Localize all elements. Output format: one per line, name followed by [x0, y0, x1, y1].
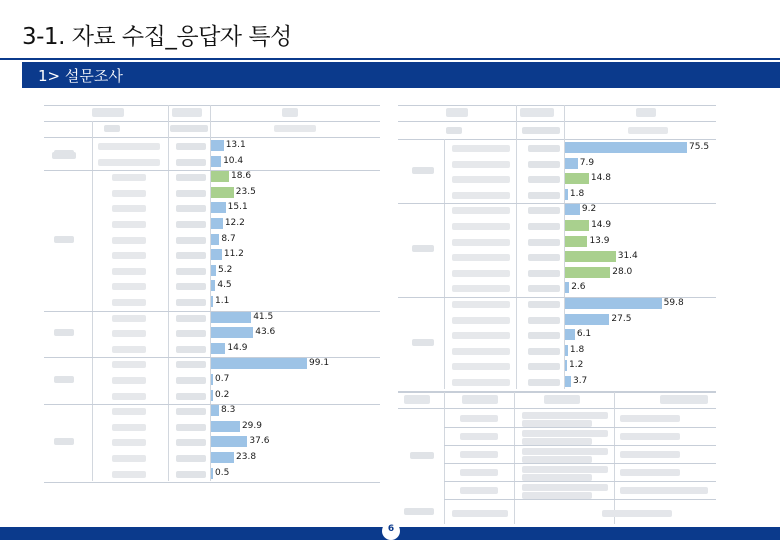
row-sublabel	[112, 455, 146, 462]
row-sublabel	[452, 254, 510, 261]
bar-value-label: 8.3	[221, 405, 236, 416]
bar-segment	[565, 173, 589, 184]
row-count	[528, 270, 560, 277]
bar-value-label: 31.4	[617, 251, 638, 262]
row-count	[176, 283, 206, 290]
row-sublabel	[452, 363, 510, 370]
bar-segment	[565, 267, 610, 278]
row-sublabel	[112, 408, 146, 415]
bar-segment	[565, 158, 578, 169]
row-sublabel	[112, 346, 146, 353]
bar-segment	[565, 189, 568, 200]
row-count	[528, 379, 560, 386]
bar-segment	[211, 280, 215, 291]
total-row-percent	[274, 125, 316, 132]
row-sublabel	[112, 221, 146, 228]
subtable-cell	[460, 469, 498, 476]
bar-value-label: 0.2	[215, 389, 230, 400]
col-divider-2	[516, 105, 517, 389]
header-cell-count	[172, 108, 202, 117]
subtable-row-rule	[444, 445, 716, 446]
bar-segment	[565, 282, 569, 293]
row-count	[176, 190, 206, 197]
bar-value-label: 1.8	[569, 344, 585, 355]
header-rule	[44, 121, 380, 122]
bar-value-label: 5.2	[218, 264, 233, 275]
row-count	[176, 221, 206, 228]
bar-value-label: 10.4	[223, 155, 244, 166]
row-count	[176, 268, 206, 275]
row-count	[176, 471, 206, 478]
subtable-cell	[522, 448, 608, 455]
group-rule	[398, 297, 716, 298]
row-count	[528, 223, 560, 230]
group-label	[412, 245, 434, 252]
bar-segment	[211, 218, 223, 229]
bar-segment	[565, 220, 589, 231]
row-sublabel	[452, 223, 510, 230]
bar-segment	[565, 204, 580, 215]
row-count	[528, 161, 560, 168]
subtable-row-rule	[444, 481, 716, 482]
row-sublabel	[112, 361, 146, 368]
group-rule	[44, 404, 380, 405]
row-count	[176, 143, 206, 150]
bar-segment	[565, 329, 575, 340]
subtable-header-rule	[398, 408, 716, 409]
subtable-header-4	[660, 395, 708, 404]
row-count	[176, 408, 206, 415]
row-sublabel	[112, 190, 146, 197]
header-cell-count	[520, 108, 554, 117]
row-count	[528, 332, 560, 339]
bar-segment	[211, 358, 307, 369]
bar-value-label: 7.9	[579, 157, 595, 168]
bar-value-label: 59.8	[663, 298, 684, 308]
col-divider-1	[92, 121, 93, 481]
subtable-cell	[522, 474, 592, 481]
total-row-label	[446, 127, 462, 134]
col-divider-2	[168, 105, 169, 481]
row-sublabel	[98, 143, 160, 150]
row-count	[176, 377, 206, 384]
row-sublabel	[452, 161, 510, 168]
subtable-group-label	[410, 452, 434, 459]
subtable-divider-3	[614, 392, 615, 524]
total-row-count	[522, 127, 560, 134]
bar-value-label: 8.7	[221, 233, 236, 244]
bar-segment	[211, 202, 226, 213]
row-sublabel	[112, 471, 146, 478]
bar-segment	[211, 390, 213, 401]
row-count	[176, 237, 206, 244]
bar-value-label: 43.6	[255, 327, 276, 338]
row-count	[528, 207, 560, 214]
row-sublabel	[112, 268, 146, 275]
bar-value-label: 29.9	[241, 420, 262, 431]
subtable-cell	[522, 466, 608, 473]
bar-segment	[211, 249, 222, 260]
subtable-cell	[522, 456, 592, 463]
bar-value-label: 14.8	[590, 173, 611, 184]
bar-segment	[211, 468, 213, 479]
row-sublabel	[452, 207, 510, 214]
subtable-cell	[460, 487, 498, 494]
group-rule	[44, 357, 380, 358]
row-sublabel	[452, 348, 510, 355]
row-sublabel	[112, 393, 146, 400]
bar-value-label: 75.5	[689, 142, 710, 152]
row-sublabel	[112, 252, 146, 259]
subtable-header-1	[404, 395, 430, 404]
subtable-cell	[522, 430, 608, 437]
total-rule	[398, 139, 716, 140]
bar-value-label: 18.6	[231, 171, 252, 182]
bar-segment	[211, 156, 221, 167]
row-count	[528, 317, 560, 324]
subtable-footer-label	[404, 508, 434, 515]
row-sublabel	[452, 317, 510, 324]
page-number: 6	[387, 524, 395, 534]
bar-segment	[565, 236, 587, 247]
subtable-cell	[460, 433, 498, 440]
subtable-cell	[620, 451, 680, 458]
bar-segment	[565, 345, 568, 356]
row-count	[528, 301, 560, 308]
total-row-label	[104, 125, 120, 132]
row-count	[176, 455, 206, 462]
group-rule	[44, 482, 380, 483]
subtable-row-rule	[444, 499, 716, 500]
group-label	[54, 438, 74, 445]
bar-segment	[565, 251, 616, 262]
row-sublabel	[98, 159, 160, 166]
subtable-header-3	[544, 395, 580, 404]
bar-segment	[211, 343, 225, 354]
bar-segment	[565, 376, 571, 387]
row-sublabel	[112, 174, 146, 181]
header-cell-percent	[636, 108, 656, 117]
bar-value-label: 13.1	[225, 140, 246, 150]
group-label	[54, 376, 74, 383]
total-row-count	[170, 125, 208, 132]
subtable-cell	[522, 438, 592, 445]
bar-value-label: 12.2	[224, 218, 245, 228]
bar-segment	[211, 452, 234, 463]
row-sublabel	[452, 270, 510, 277]
bar-value-label: 3.7	[572, 376, 588, 386]
subtable-cell	[620, 433, 680, 440]
row-sublabel	[452, 379, 510, 386]
bar-segment	[211, 405, 219, 416]
bar-value-label: 1.1	[215, 296, 230, 306]
bar-value-label: 14.9	[227, 342, 248, 353]
subtable-divider-2	[514, 392, 515, 524]
section-header-bar	[22, 62, 780, 88]
header-cell-percent	[282, 108, 298, 117]
subtable-cell	[522, 492, 592, 499]
row-count	[176, 205, 206, 212]
bar-segment	[211, 296, 213, 307]
row-sublabel	[112, 330, 146, 337]
row-count	[176, 299, 206, 306]
subtable-cell	[620, 487, 708, 494]
bar-value-label: 2.6	[571, 282, 586, 293]
header-top-rule	[44, 105, 380, 106]
group-label	[412, 167, 434, 174]
row-sublabel	[452, 145, 510, 152]
subtable-row-rule	[444, 463, 716, 464]
bar-segment	[211, 171, 229, 182]
bar-segment	[565, 360, 567, 371]
bar-value-label: 6.1	[576, 329, 592, 340]
total-row-percent	[628, 127, 668, 134]
bar-segment	[565, 314, 609, 325]
subtable-cell	[522, 412, 608, 419]
bar-value-label: 28.0	[612, 266, 633, 277]
subtable-cell	[620, 415, 680, 422]
bar-value-label: 41.5	[253, 311, 274, 322]
subtable-cell	[522, 420, 592, 427]
subtable-row-rule	[444, 427, 716, 428]
group-rule	[44, 170, 380, 171]
header-cell-category	[446, 108, 468, 117]
bar-segment	[211, 187, 234, 198]
bar-segment	[211, 265, 216, 276]
subtable-divider-1	[444, 392, 445, 524]
bar-value-label: 15.1	[227, 202, 248, 213]
row-count	[176, 174, 206, 181]
bar-value-label: 9.2	[581, 204, 597, 215]
bar-segment	[211, 436, 247, 447]
bar-segment	[211, 140, 224, 151]
row-count	[528, 285, 560, 292]
row-sublabel	[452, 332, 510, 339]
row-count	[528, 254, 560, 261]
bar-segment	[211, 327, 253, 338]
col-divider-1	[444, 139, 445, 389]
row-sublabel	[452, 239, 510, 246]
row-count	[528, 145, 560, 152]
group-rule	[44, 311, 380, 312]
row-sublabel	[112, 315, 146, 322]
bar-segment	[565, 142, 687, 153]
subtable-footer-cell	[602, 510, 672, 517]
row-count	[176, 330, 206, 337]
row-count	[176, 361, 206, 368]
group-rule	[398, 203, 716, 204]
row-sublabel	[452, 192, 510, 199]
row-sublabel	[112, 205, 146, 212]
row-sublabel	[112, 237, 146, 244]
row-count	[528, 192, 560, 199]
subtable-cell	[460, 451, 498, 458]
row-sublabel	[452, 285, 510, 292]
bar-value-label: 14.9	[591, 220, 612, 230]
row-sublabel	[112, 283, 146, 290]
bar-value-label: 23.8	[236, 452, 257, 462]
row-count	[176, 393, 206, 400]
bar-segment	[565, 298, 662, 309]
bar-value-label: 1.8	[569, 188, 585, 199]
subtable-top-rule	[398, 392, 716, 393]
bar-value-label: 27.5	[611, 313, 632, 324]
bar-value-label: 0.7	[215, 374, 230, 384]
row-count	[528, 176, 560, 183]
bar-value-label: 23.5	[235, 186, 256, 197]
bar-value-label: 99.1	[309, 358, 330, 369]
row-sublabel	[112, 377, 146, 384]
subtable-cell	[620, 469, 680, 476]
total-rule	[44, 137, 380, 138]
row-sublabel	[112, 299, 146, 306]
bar-value-label: 4.5	[217, 280, 232, 291]
subtable-cell	[522, 484, 608, 491]
row-count	[176, 424, 206, 431]
row-sublabel	[452, 176, 510, 183]
group-label	[412, 339, 434, 346]
subtable-cell	[460, 415, 498, 422]
header-rule	[398, 121, 716, 122]
bar-segment	[211, 234, 219, 245]
bar-value-label: 13.9	[589, 235, 610, 246]
row-count	[176, 315, 206, 322]
bar-value-label: 0.5	[215, 467, 230, 478]
bar-segment	[211, 421, 240, 432]
row-sublabel	[112, 424, 146, 431]
bar-segment	[211, 312, 251, 323]
row-count	[176, 346, 206, 353]
title-divider	[0, 58, 780, 60]
header-top-rule	[398, 105, 716, 106]
row-sublabel	[452, 301, 510, 308]
row-count	[176, 439, 206, 446]
page-title: 3-1. 자료 수집_응답자 특성	[22, 24, 292, 50]
bar-value-label: 37.6	[249, 436, 270, 447]
row-count	[528, 239, 560, 246]
group-label	[54, 236, 74, 243]
group-label	[52, 152, 76, 159]
header-cell-category	[92, 108, 124, 117]
subtable-header-2	[462, 395, 498, 404]
bar-value-label: 1.2	[569, 360, 584, 371]
section-subtitle: 1> 설문조사	[38, 67, 123, 85]
bar-value-label: 11.2	[223, 249, 244, 260]
row-sublabel	[112, 439, 146, 446]
row-count	[528, 348, 560, 355]
row-count	[528, 363, 560, 370]
subtable-footer-cell	[452, 510, 508, 517]
bar-segment	[211, 374, 213, 385]
group-label	[54, 329, 74, 336]
row-count	[176, 159, 206, 166]
row-count	[176, 252, 206, 259]
